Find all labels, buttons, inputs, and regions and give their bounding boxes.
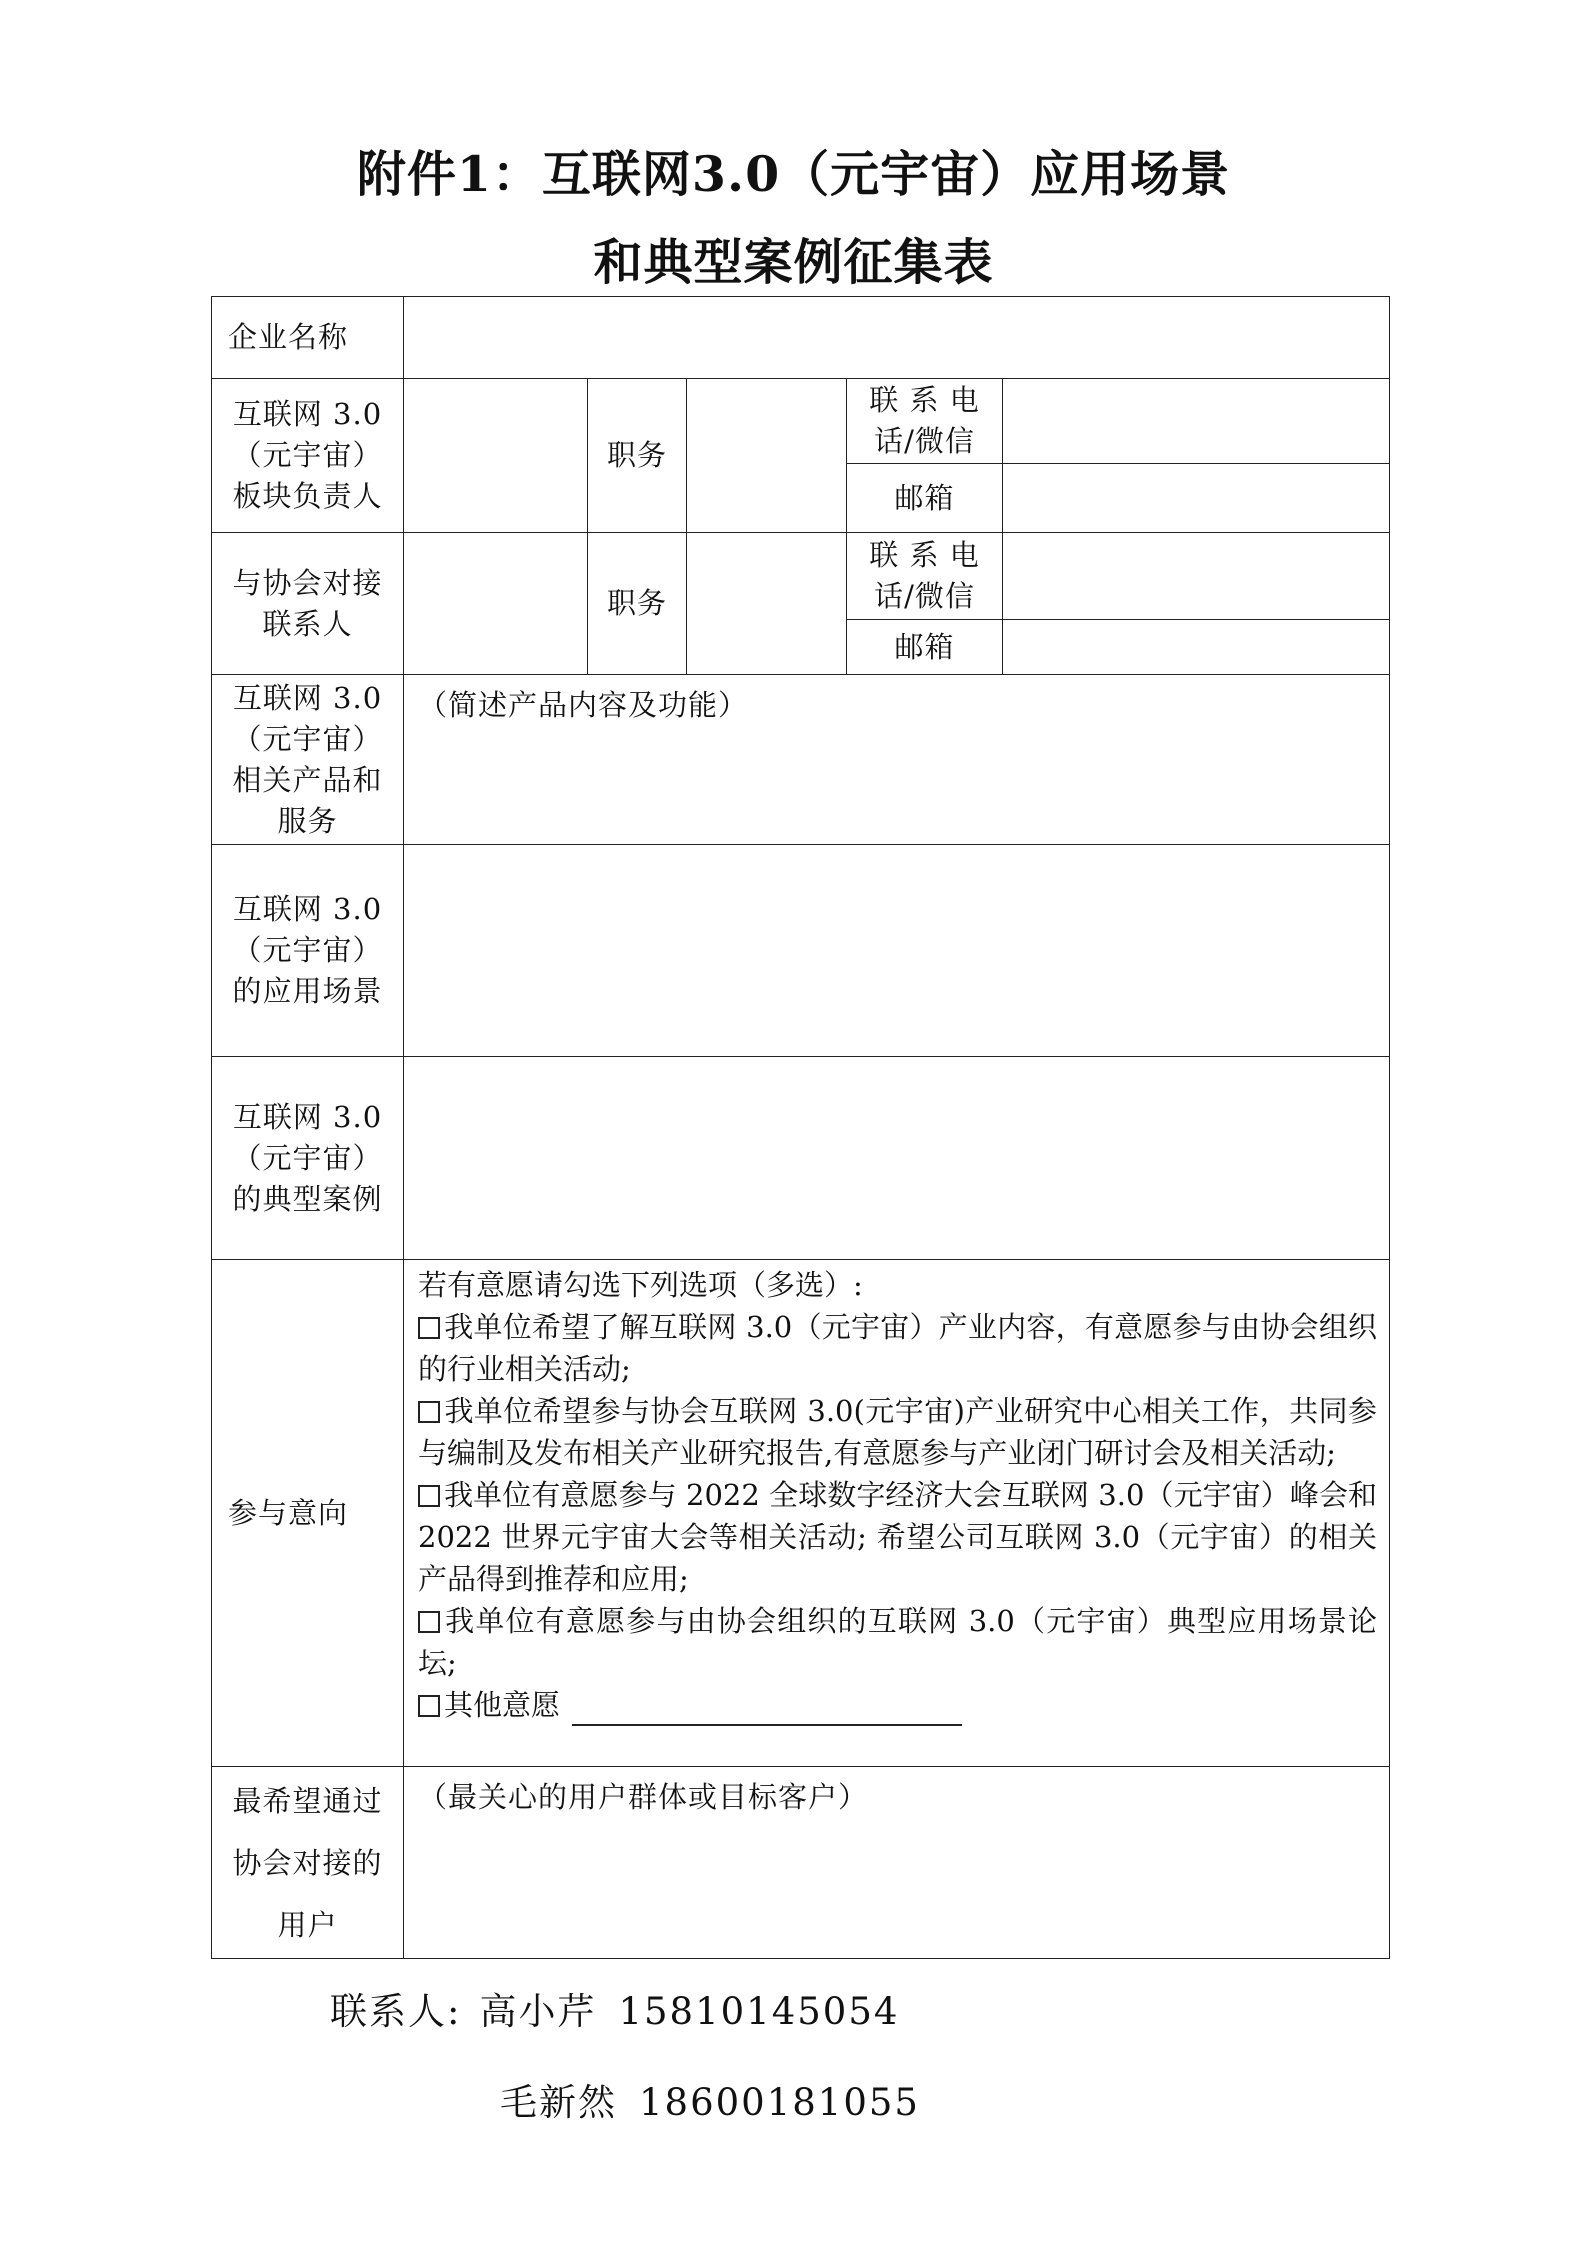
cases-label [212,1057,404,1260]
leader-email-field[interactable] [1003,464,1390,533]
contact-phone: 15810145054 [618,1990,900,2033]
checkbox-icon[interactable] [418,1485,440,1507]
leader-label-line: 板块负责人 [232,479,383,513]
liaison-phone-label [847,533,1003,620]
company-name-label: 企业名称 [212,297,404,379]
products-label-line: 相关产品和 [232,762,383,797]
liaison-email-field[interactable] [1003,620,1390,675]
row-intent [212,1260,1390,1767]
cases-label-line: 的典型案例 [232,1181,383,1216]
row-products [212,675,1390,845]
checkbox-icon[interactable] [418,1695,440,1717]
row-scenarios [212,845,1390,1057]
collection-form-table [211,296,1390,1959]
row-company-name [212,297,1390,379]
cases-label-line: （元宇宙） [232,1140,383,1175]
liaison-label-line: 联系人 [262,606,353,641]
cases-label-line: 互联网 3.0 [232,1099,383,1134]
contact-line-1 [330,1981,899,2035]
target-users-hint: （最关心的用户群体或目标客户） [418,1780,869,1814]
intent-option [418,1306,1377,1390]
products-label-line: （元宇宙） [232,721,383,756]
intent-intro: 若有意愿请勾选下列选项（多选）: [418,1268,863,1302]
leader-label-line: 互联网 3.0 [232,397,383,431]
leader-phone-field[interactable] [1003,379,1390,464]
intent-other-label: 其他意愿 [444,1688,561,1722]
products-hint: （简述产品内容及功能） [418,688,749,722]
scenarios-field[interactable] [404,845,1390,1057]
contact-phone: 18600181055 [639,2081,920,2124]
liaison-name-field[interactable] [404,533,588,675]
leader-label-line: （元宇宙） [232,438,383,472]
intent-option [418,1600,1377,1684]
row-cases [212,1057,1390,1260]
leader-position-label: 职务 [588,379,687,533]
liaison-phone-label-line: 联 系 电 [869,538,980,572]
leader-phone-label [847,379,1003,464]
contact-name: 高小芹 [479,1990,597,2033]
target-users-label-line: 协会对接的 [232,1845,383,1880]
intent-label: 参与意向 [212,1260,404,1767]
leader-phone-label-line: 联 系 电 [869,383,980,417]
target-users-label-line: 最希望通过 [232,1783,383,1818]
intent-option [418,1474,1377,1600]
scenarios-label-line: （元宇宙） [232,933,383,967]
document-title-line-2: 和典型案例征集表 [593,233,994,291]
scenarios-label-line: 互联网 3.0 [232,892,383,926]
intent-option [418,1390,1377,1474]
contact-name: 毛新然 [500,2081,617,2124]
liaison-phone-field[interactable] [1003,533,1390,620]
checkbox-icon[interactable] [418,1317,440,1339]
products-label-line: 服务 [277,803,338,838]
liaison-phone-label-line: 话/微信 [874,579,975,613]
intent-option-text: 我单位有意愿参与由协会组织的互联网 3.0（元宇宙）典型应用场景论坛; [418,1604,1378,1680]
row-liaison [212,533,1390,620]
intent-option-other [418,1684,1377,1726]
leader-position-field[interactable] [687,379,847,533]
target-users-field[interactable] [404,1767,1390,1959]
document-title-line-1: 附件1：互联网3.0（元宇宙）应用场景 [356,145,1231,203]
leader-phone-label-line: 话/微信 [874,424,975,458]
liaison-label-line: 与协会对接 [232,565,383,600]
scenarios-label-line: 的应用场景 [232,974,383,1008]
liaison-email-label: 邮箱 [847,620,1003,675]
target-users-label-line: 用户 [277,1907,338,1942]
intent-option-text: 我单位希望了解互联网 3.0（元宇宙）产业内容，有意愿参与由协会组织的行业相关活动; [418,1310,1378,1386]
intent-option-text: 我单位有意愿参与 2022 全球数字经济大会互联网 3.0（元宇宙）峰会和 2022 世界元宇宙大会等相关活动; 希望公司互联网 3.0（元宇宙）的相关产品得到推荐和应用; [418,1478,1378,1596]
contact-line-2 [500,2072,920,2126]
leader-email-label: 邮箱 [847,464,1003,533]
row-target-users [212,1767,1390,1959]
company-name-field[interactable] [404,297,1390,379]
contact-label: 联系人: [330,1990,462,2033]
target-users-label [212,1767,404,1959]
liaison-position-label: 职务 [588,533,687,675]
row-leader [212,379,1390,464]
products-label-line: 互联网 3.0 [232,680,383,715]
liaison-label [212,533,404,675]
intent-other-input[interactable] [572,1692,962,1726]
intent-option-text: 我单位希望参与协会互联网 3.0(元宇宙)产业研究中心相关工作，共同参与编制及发布相关产业研究报告,有意愿参与产业闭门研讨会及相关活动; [418,1394,1378,1470]
products-label [212,675,404,845]
liaison-position-field[interactable] [687,533,847,675]
intent-options [404,1260,1390,1767]
cases-field[interactable] [404,1057,1390,1260]
checkbox-icon[interactable] [418,1401,440,1423]
leader-label [212,379,404,533]
scenarios-label [212,845,404,1057]
products-field[interactable] [404,675,1390,845]
checkbox-icon[interactable] [418,1611,440,1633]
leader-name-field[interactable] [404,379,588,533]
